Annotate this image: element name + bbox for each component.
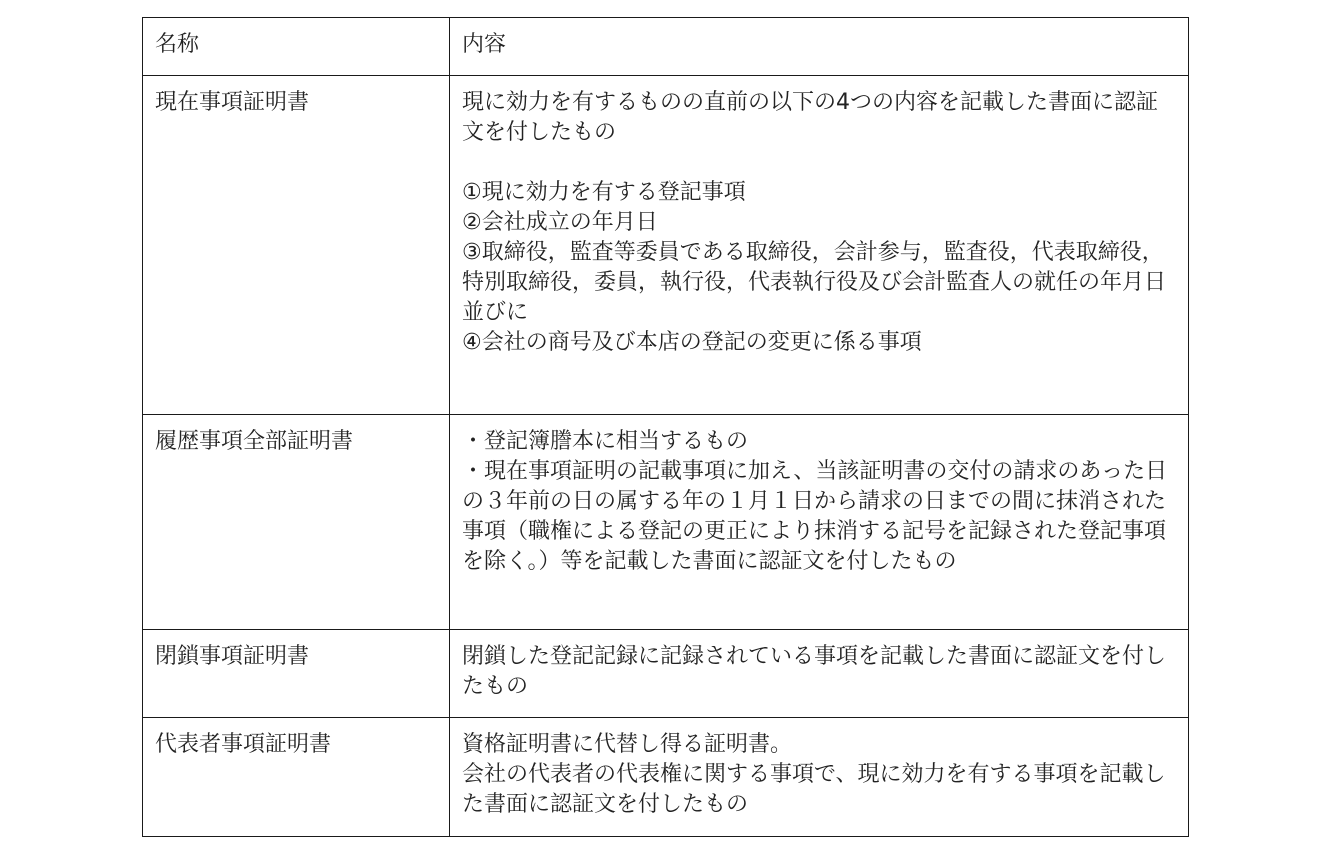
- header-content-cell: 内容: [450, 18, 1189, 76]
- content-line: 会社の代表者の代表権に関する事項で、現に効力を有する事項を記載した書面に認証文を付したもの: [462, 762, 1166, 817]
- content-line: 資格証明書に代替し得る証明書。: [462, 732, 793, 757]
- row-content-cell: [450, 718, 1189, 837]
- certificate-table: [142, 17, 1189, 837]
- row-name-cell: 閉鎖事項証明書: [143, 630, 450, 718]
- header-name-cell: 名称: [143, 18, 450, 76]
- table-row: [143, 718, 1189, 837]
- row-name-cell: 現在事項証明書: [143, 76, 450, 415]
- content-line: ②会社成立の年月日: [462, 210, 658, 235]
- content-line: ③取締役，監査等委員である取締役，会計参与，監査役，代表取締役，特別取締役，委員，執行役，代表執行役及び会計監査人の就任の年月日並びに: [462, 240, 1167, 325]
- row-content-cell: [450, 76, 1189, 415]
- content-line: ・現在事項証明の記載事項に加え、当該証明書の交付の請求のあった日の３年前の日の属する年の１月１日から請求の日までの間に抹消された事項（職権による登記の更正により抹消する記号を記録された登記事項を除く。）等を記載した書面に認証文を付したもの: [462, 459, 1168, 574]
- blank-line: [462, 148, 1176, 178]
- content-line: 現に効力を有するものの直前の以下の4つの内容を記載した書面に認証文を付したもの: [462, 90, 1158, 145]
- table-header-row: [143, 18, 1189, 76]
- row-name-cell: 履歴事項全部証明書: [143, 415, 450, 630]
- row-name-cell: 代表者事項証明書: [143, 718, 450, 837]
- row-content-cell: [450, 630, 1189, 718]
- content-line: ④会社の商号及び本店の登記の変更に係る事項: [462, 330, 922, 355]
- table-row: [143, 76, 1189, 415]
- content-line: ①現に効力を有する登記事項: [462, 180, 746, 205]
- table-row: [143, 415, 1189, 630]
- row-content-cell: [450, 415, 1189, 630]
- content-line: 閉鎖した登記記録に記録されている事項を記載した書面に認証文を付したもの: [462, 644, 1167, 699]
- content-line: ・登記簿謄本に相当するもの: [462, 429, 749, 454]
- table-row: [143, 630, 1189, 718]
